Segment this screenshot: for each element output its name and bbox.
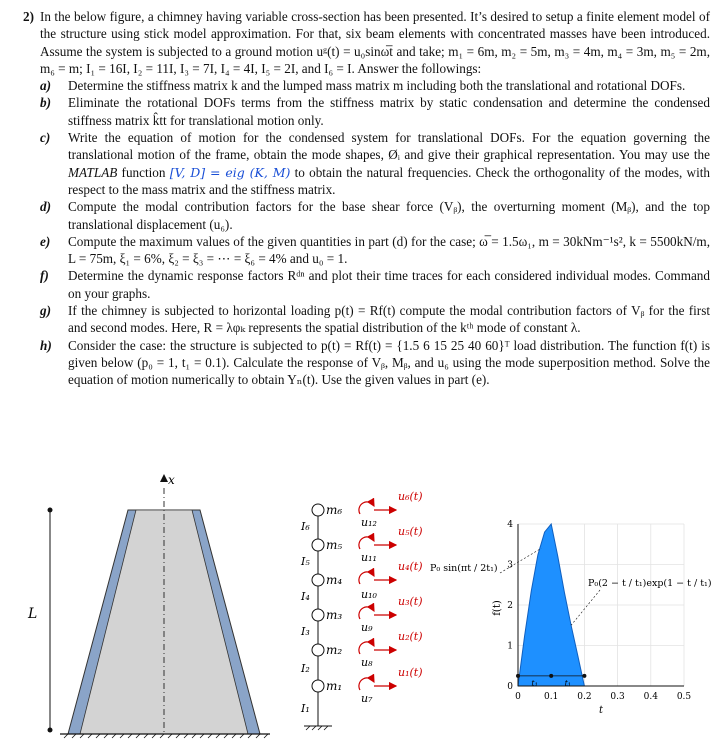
part-text: Compute the modal contribution factors for the base shear force (Vᵦ), the overturning moment (Mᵦ), and the top translational displacement (u₆). xyxy=(68,199,710,232)
part-label: a) xyxy=(40,78,51,94)
part-text: Determine the stiffness matrix k and the lumped mass matrix m including both the translational and rotational DOFs. xyxy=(68,78,686,94)
mass-circle xyxy=(312,574,324,586)
part-label: b) xyxy=(40,95,51,111)
rotation-arrow-icon xyxy=(359,537,374,549)
part-text: Compute the maximum values of the given quantities in part (d) for the case; ω̅ = 1.5ω₁, m = 30kNm⁻¹s², k = 5500kN/m, L = 75m, ξ₁ = 6%, ξ₂ = ξ₃ = ⋯ = ξ₆ = 4% and u₀ = 1. xyxy=(68,233,710,267)
translation-label: u₄(t) xyxy=(398,560,423,573)
x-tick-label: 0.3 xyxy=(610,692,625,702)
rotation-arrow-icon xyxy=(359,642,374,654)
inertia-label: I₁ xyxy=(301,702,310,715)
part-text: Eliminate the rotational DOFs terms from the stiffness matrix by static condensation and determine the condensed stiffness matrix k̂tt for translational motion only. xyxy=(68,95,710,128)
part-f xyxy=(40,267,710,302)
x-tick-label: 0.1 xyxy=(544,692,559,702)
part-e xyxy=(40,233,710,268)
part-text: Consider the case: the structure is subjected to p(t) = Rf(t) = {1.5 6 15 25 40 60}ᵀ load distribution. The function f(t) is given below (p₀ = 1, t₁ = 0.1). Calculate the response of Vᵦ, Mᵦ, and u₆ using the mode superposition method. Solve the equation of motion numerically to obtain Yₙ(t). Use the given values in part (e). xyxy=(68,337,710,388)
part-label: h) xyxy=(40,337,52,353)
question-header xyxy=(6,8,710,77)
mass-label: m₂ xyxy=(326,643,343,657)
part-a xyxy=(40,77,710,94)
stick-base-hatch-icon xyxy=(306,726,328,730)
part-label: f) xyxy=(40,268,49,284)
exp-segment-leader xyxy=(571,590,600,625)
translation-label: u₆(t) xyxy=(398,490,423,503)
t1-dot xyxy=(549,674,553,678)
mass-label: m₅ xyxy=(326,538,343,552)
part-b xyxy=(40,94,710,129)
x-tick-label: 0 xyxy=(515,692,521,702)
chart-x-label: t xyxy=(598,705,604,716)
x-tick-label: 0.5 xyxy=(676,692,692,702)
question-number: 2) xyxy=(23,9,34,24)
inertia-label: I₂ xyxy=(301,662,310,675)
rotation-arrow-icon xyxy=(359,572,374,584)
inertia-label: I₄ xyxy=(301,590,310,603)
part-h xyxy=(40,337,710,389)
rotation-label: u₇ xyxy=(361,692,373,705)
part-text-mid: function xyxy=(117,164,170,180)
inertia-label: I₃ xyxy=(301,625,310,638)
y-tick-label: 0 xyxy=(507,682,513,692)
translation-label: u₅(t) xyxy=(398,525,423,538)
matlab-name: MATLAB xyxy=(68,164,118,180)
part-label: c) xyxy=(40,130,51,146)
mass-label: m₄ xyxy=(326,573,343,587)
mass-label: m₃ xyxy=(326,608,343,622)
translation-label: u₁(t) xyxy=(398,666,423,679)
y-tick-label: 2 xyxy=(507,601,513,611)
translation-label: u₃(t) xyxy=(398,595,423,608)
y-tick-label: 3 xyxy=(507,560,513,571)
part-text: If the chimney is subjected to horizontal loading p(t) = Rf(t) compute the modal contribution factors of Vᵦ for the first and second modes. Here, R = λφₖ represents the spatial distribution of the kᵗʰ mode of constant λ. xyxy=(68,303,710,336)
part-text-post: to obtain the natural frequencies. Check the orthogonality of the modes, with respect to the mass matrix and the stiffness matrix. xyxy=(68,164,711,197)
part-label: g) xyxy=(40,303,51,319)
translation-label: u₂(t) xyxy=(398,630,423,643)
mass-circle xyxy=(312,680,324,692)
mass-circle xyxy=(312,644,324,656)
y-tick-label: 1 xyxy=(507,641,513,652)
rotation-arrow-icon xyxy=(359,502,374,514)
mass-circle xyxy=(312,609,324,621)
eig-code: [V, D] = eig (K, M) xyxy=(169,164,291,180)
t1-dot xyxy=(516,674,520,678)
sine-segment-label: P₀ sin(πt / 2t₁) xyxy=(430,563,498,574)
chart-x-ticks xyxy=(515,692,691,702)
mass-circle xyxy=(312,539,324,551)
rotation-arrow-icon xyxy=(359,678,374,690)
figure xyxy=(0,468,718,751)
mass-label: m₆ xyxy=(326,503,343,517)
axis-label: x xyxy=(168,473,175,487)
rotation-label: u₉ xyxy=(361,621,373,634)
mass-label: m₁ xyxy=(326,679,343,693)
t1-label: t₁ xyxy=(564,678,572,688)
rotation-label: u₁₁ xyxy=(361,551,377,564)
chart-y-label: f(t) xyxy=(492,600,503,616)
rotation-label: u₁₀ xyxy=(361,588,377,601)
mass-circle xyxy=(312,504,324,516)
height-dimension-bottom-dot xyxy=(48,728,53,733)
x-tick-label: 0.4 xyxy=(643,692,658,702)
stick-model xyxy=(300,490,423,730)
axis-arrow-icon xyxy=(160,474,168,482)
part-g xyxy=(40,302,710,337)
question-text xyxy=(6,8,710,389)
y-tick-label: 4 xyxy=(507,520,513,530)
x-tick-label: 0.2 xyxy=(577,692,592,702)
t1-label: t₁ xyxy=(531,678,538,688)
inertia-label: I₅ xyxy=(301,555,310,568)
part-text: Determine the dynamic response factors Rᵈⁿ and plot their time traces for each considered individual modes. Command on your graphs. xyxy=(68,268,710,301)
part-text xyxy=(68,129,710,198)
load-chart xyxy=(430,520,712,716)
height-dimension-top-dot xyxy=(48,508,53,513)
rotation-arrow-icon xyxy=(359,607,374,619)
question-intro: In the below figure, a chimney having variable cross-section has been presented. It’s desired to setup a finite element model of the structure using stick model approximation. For that, six beam elements with concentrated masses have been introduced. Assume the system is subjected to a ground motion uᵍ(t) = u₀sinω̅t and take; m₁ = 6m, m₂ = 5m, m₃ = 4m, m₄ = 3m, m₅ = 2m, m₆ = m; I₁ = 16I, I₂ = 11I, I₃ = 7I, I₄ = 4I, I₅ = 2I, and I₆ = I. Answer the followings: xyxy=(40,9,710,76)
t1-dot xyxy=(582,674,586,678)
exp-segment-label: P₀(2 − t / t₁)exp(1 − t / t₁) xyxy=(588,578,712,589)
chart-y-ticks xyxy=(507,520,513,692)
part-label: e) xyxy=(40,233,51,249)
inertia-label: I₆ xyxy=(301,520,310,533)
part-d xyxy=(40,198,710,233)
rotation-label: u₈ xyxy=(361,656,373,669)
rotation-label: u₁₂ xyxy=(361,516,377,529)
chimney-drawing xyxy=(27,473,270,738)
part-c xyxy=(40,129,710,198)
part-label: d) xyxy=(40,199,51,215)
part-text-pre: Write the equation of motion for the condensed system for translational DOFs. For the equation governing the translational motion of the frame, obtain the mode shapes, Øᵢ and give their graphical representation. You may use the xyxy=(68,130,710,163)
height-label: L xyxy=(28,606,38,622)
